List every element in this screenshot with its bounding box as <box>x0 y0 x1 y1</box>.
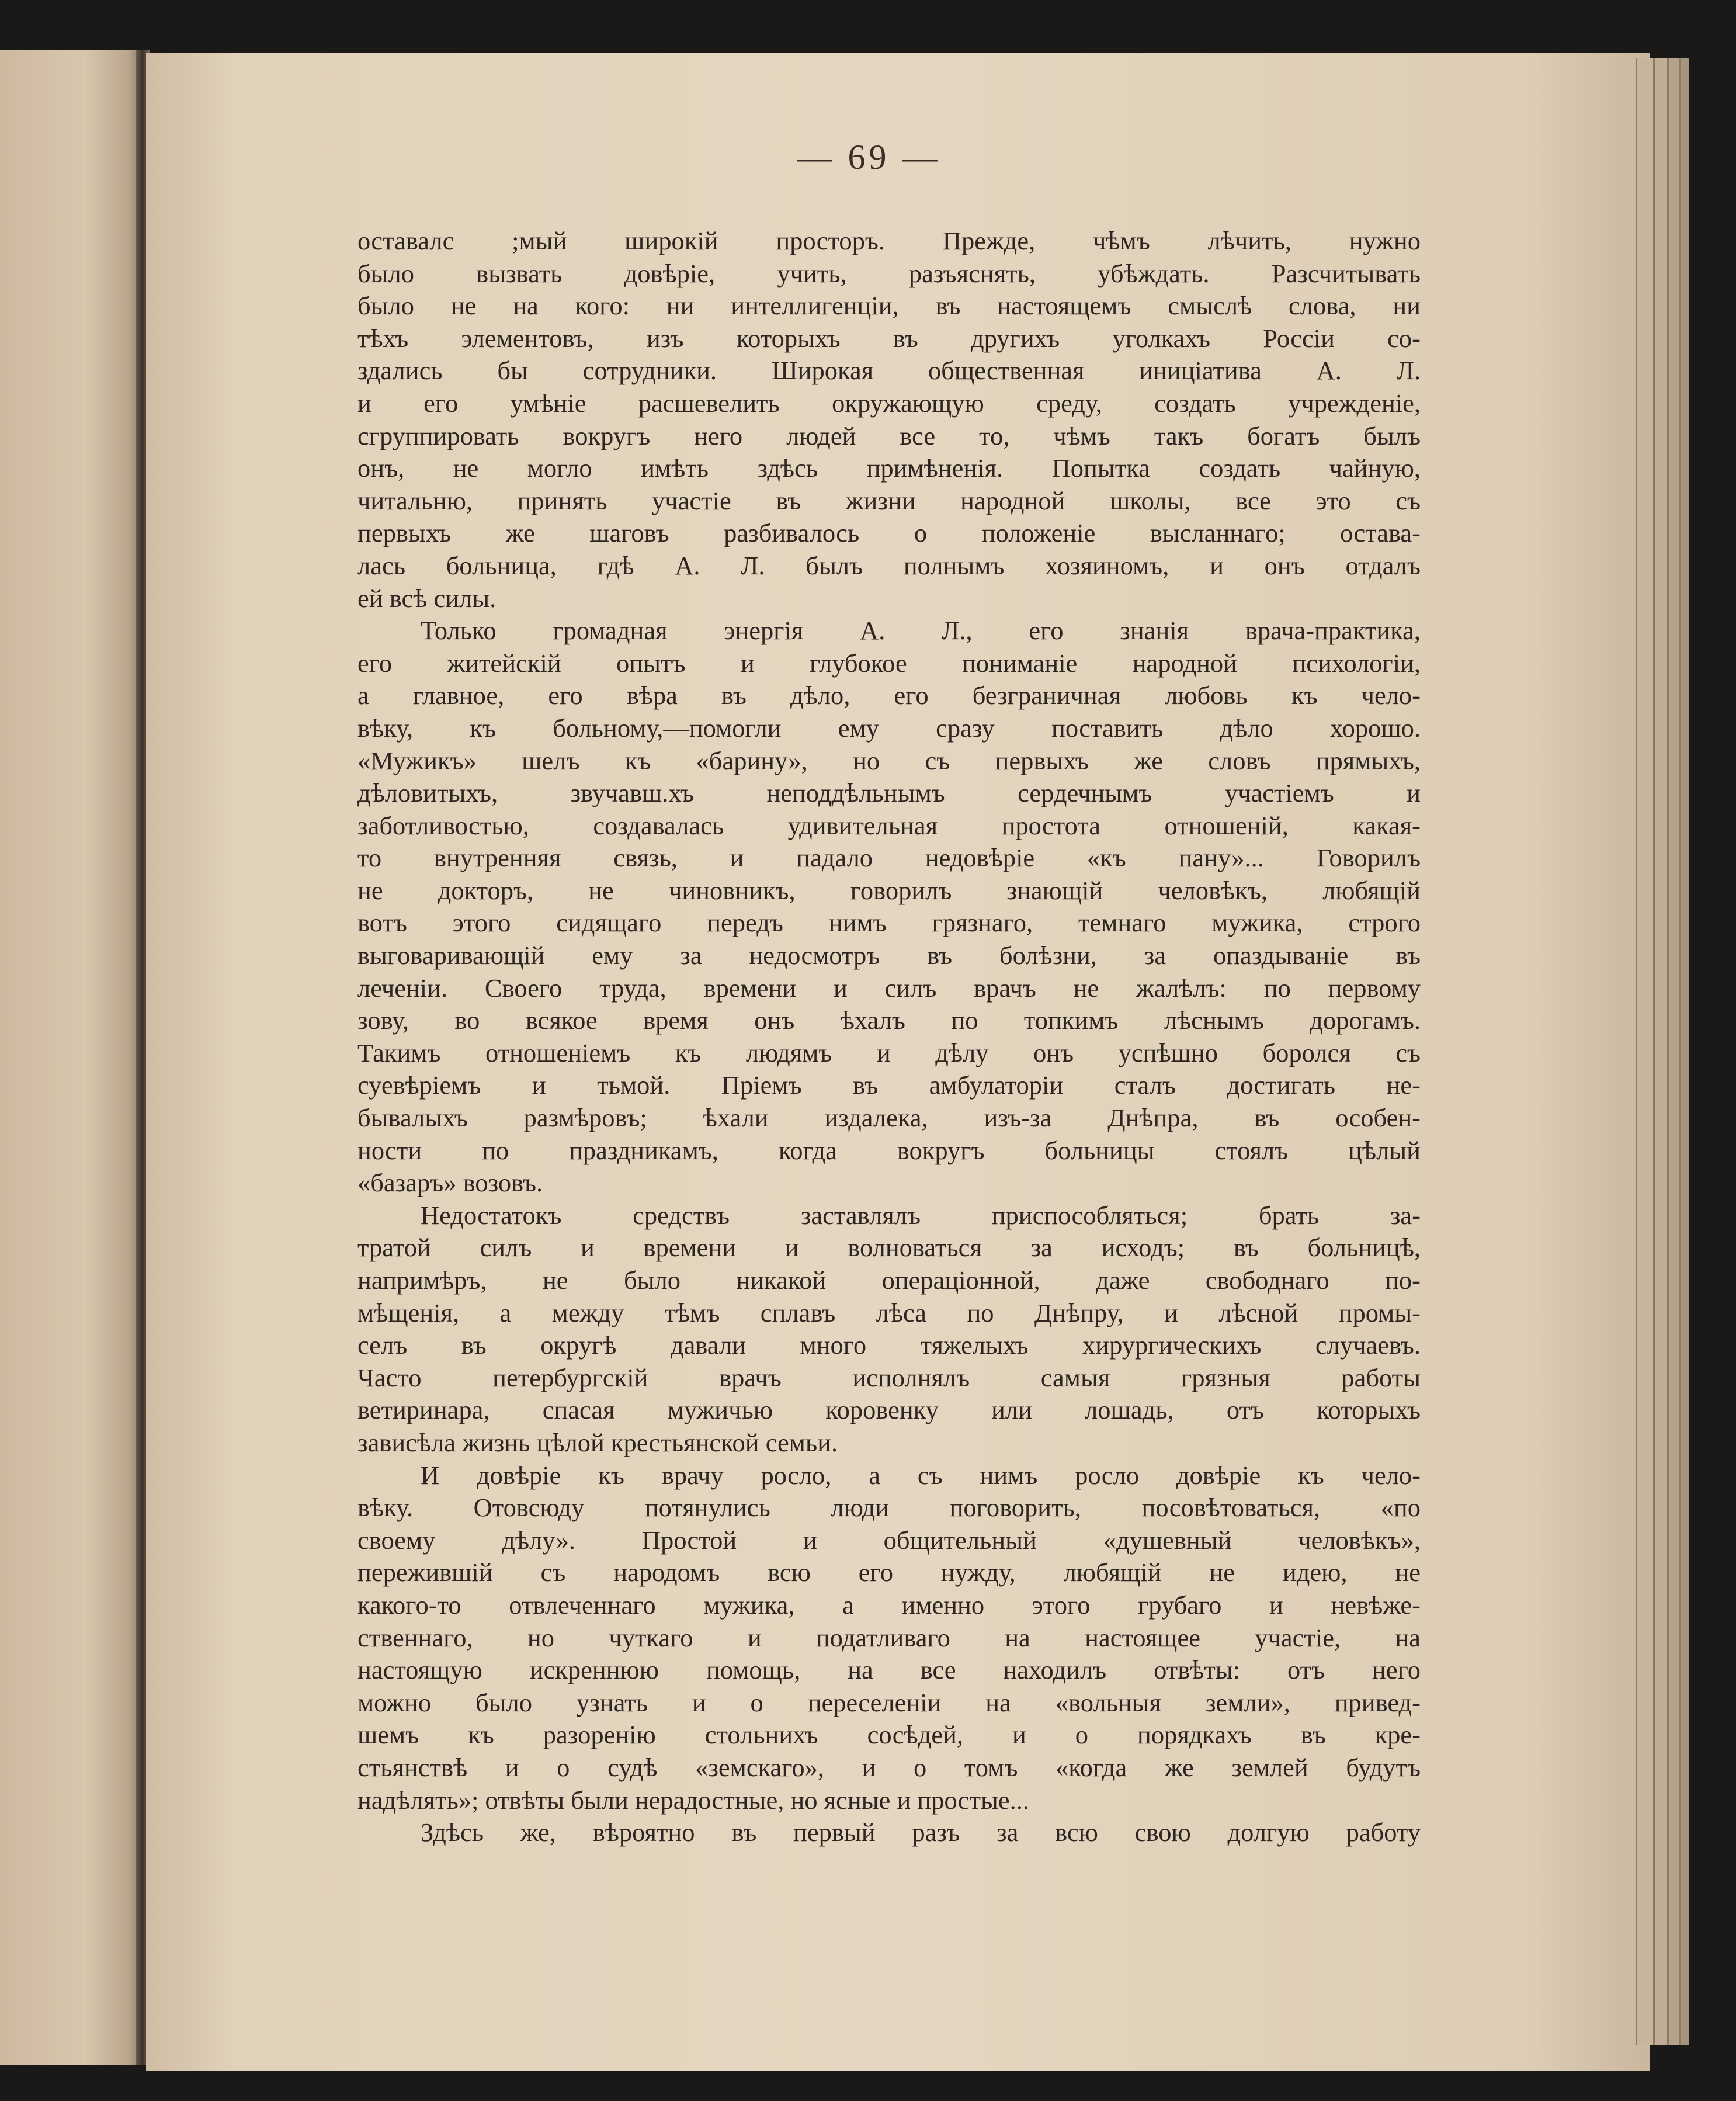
text-line: заботливостью, создавалась удивительная простота отношеній, какая- <box>357 810 1421 840</box>
text-line: напримѣръ, не было никакой операціонной, даже свободнаго по- <box>357 1266 1421 1295</box>
text-line: а главное, его вѣра въ дѣло, его безграничная любовь къ чело- <box>357 681 1421 710</box>
text-line: и его умѣніе расшевелить окружающую среду, создать учрежденіе, <box>357 388 1421 418</box>
text-line: ственнаго, но чуткаго и податливаго на настоящее участіе, на <box>357 1622 1421 1652</box>
text-line: онъ, не могло имѣть здѣсь примѣненія. Попытка создать чайную, <box>357 453 1421 483</box>
text-line: селъ въ округѣ давали много тяжелыхъ хирургическихъ случаевъ. <box>357 1330 1421 1360</box>
text-line: ей всѣ силы. <box>357 583 497 613</box>
text-line: Недостатокъ средствъ заставлялъ приспособляться; брать за- <box>421 1200 1421 1230</box>
text-line: первыхъ же шаговъ разбивалось о положеніе высланнаго; остава- <box>357 518 1421 548</box>
text-line: Здѣсь же, вѣроятно въ первый разъ за всю свою долгую работу <box>421 1818 1421 1847</box>
text-line: вѣку, къ больному,—помогли ему сразу поставить дѣло хорошо. <box>357 713 1421 743</box>
text-line: вотъ этого сидящаго передъ нимъ грязнаго, темнаго мужика, строго <box>357 908 1421 938</box>
text-line: лась больница, гдѣ А. Л. былъ полнымъ хозяиномъ, и онъ отдалъ <box>357 550 1421 580</box>
text-line: шемъ къ разоренію стольнихъ сосѣдей, и о порядкахъ въ кре- <box>357 1720 1421 1750</box>
page-edge <box>1636 58 1655 2045</box>
text-line: своему дѣлу». Простой и общительный «душевный человѣкъ», <box>357 1525 1421 1555</box>
text-line: читальню, принять участіе въ жизни народной школы, все это съ <box>357 486 1421 515</box>
text-line: не докторъ, не чиновникъ, говорилъ знающій человѣкъ, любящій <box>357 875 1421 905</box>
text-line: здались бы сотрудники. Широкая общественная иниціатива А. Л. <box>357 356 1421 386</box>
text-line: оставалс ;мый широкій просторъ. Прежде, чѣмъ лѣчить, нужно <box>357 226 1421 255</box>
text-line: суевѣріемъ и тьмой. Пріемъ въ амбулаторіи сталъ достигать не- <box>357 1070 1421 1100</box>
text-line: ветиринара, спасая мужичью коровенку или лошадь, отъ которыхъ <box>357 1395 1421 1425</box>
text-line: стьянствѣ и о судѣ «земскаго», и о томъ «когда же землей будутъ <box>357 1752 1421 1782</box>
text-line: «Мужикъ» шелъ къ «барину», но съ первыхъ же словъ прямыхъ, <box>357 746 1421 775</box>
text-line: то внутренняя связь, и падало недовѣріе «къ пану»... Говорилъ <box>357 843 1421 873</box>
text-line: Такимъ отношеніемъ къ людямъ и дѣлу онъ успѣшно боролся съ <box>357 1038 1421 1067</box>
text-line: вѣку. Отовсюду потянулись люди поговорить, посовѣтоваться, «по <box>357 1493 1421 1523</box>
text-line: бывалыхъ размѣровъ; ѣхали издалека, изъ-за Днѣпра, въ особен- <box>357 1103 1421 1133</box>
text-line: И довѣріе къ врачу росло, а съ нимъ росло довѣріе къ чело- <box>421 1460 1421 1490</box>
body-text <box>357 225 1421 1849</box>
text-line: Часто петербургскій врачъ исполнялъ самыя грязныя работы <box>357 1362 1421 1392</box>
left-page-edge <box>0 50 140 2065</box>
text-line: пережившій съ народомъ всю его нужду, любящій не идею, не <box>357 1558 1421 1587</box>
text-line: тѣхъ элементовъ, изъ которыхъ въ другихъ уголкахъ Россіи со- <box>357 323 1421 353</box>
text-line: тратой силъ и времени и волноваться за исходъ; въ больницѣ, <box>357 1233 1421 1263</box>
text-line: зову, во всякое время онъ ѣхалъ по топкимъ лѣснымъ дорогамъ. <box>357 1006 1421 1035</box>
text-line: дѣловитыхъ, звучавш.хъ неподдѣльнымъ сердечнымъ участіемъ и <box>357 778 1421 808</box>
text-line: зависѣла жизнь цѣлой крестьянской семьи. <box>357 1427 838 1457</box>
text-line: надѣлять»; отвѣты были нерадостные, но ясные и простые... <box>357 1785 1030 1815</box>
text-line: Только громадная энергія А. Л., его знанія врача-практика, <box>421 616 1421 646</box>
text-line: ности по праздникамъ, когда вокругъ больницы стоялъ цѣлый <box>357 1135 1421 1165</box>
page-number: — 69 — <box>797 138 941 176</box>
text-line: какого-то отвлеченнаго мужика, а именно этого грубаго и невѣже- <box>357 1590 1421 1620</box>
text-line: было вызвать довѣріе, учить, разъяснять, убѣждать. Разсчитывать <box>357 258 1421 288</box>
page-edge <box>1653 58 1669 2045</box>
text-line: его житейскій опытъ и глубокое пониманіе народной психологіи, <box>357 648 1421 678</box>
text-line: было не на кого: ни интеллигенціи, въ настоящемъ смыслѣ слова, ни <box>357 291 1421 321</box>
text-line: выговаривающій ему за недосмотръ въ болѣзни, за опаздываніе въ <box>357 941 1421 970</box>
text-line: «базаръ» возовъ. <box>357 1168 543 1198</box>
page-edge <box>1679 58 1689 2045</box>
text-line: леченіи. Своего труда, времени и силъ врачъ не жалѣлъ: по первому <box>357 973 1421 1003</box>
text-line: можно было узнать и о переселеніи на «вольныя земли», привед- <box>357 1687 1421 1717</box>
text-line: настоящую искреннюю помощь, на все находилъ отвѣты: отъ него <box>357 1655 1421 1685</box>
text-line: сгруппировать вокругъ него людей все то, чѣмъ такъ богатъ былъ <box>357 421 1421 450</box>
text-line: мѣщенія, а между тѣмъ сплавъ лѣса по Днѣпру, и лѣсной промы- <box>357 1298 1421 1327</box>
